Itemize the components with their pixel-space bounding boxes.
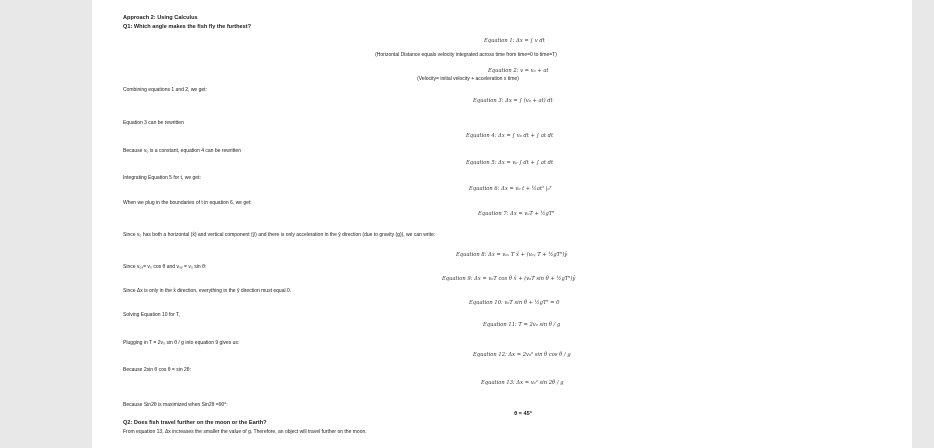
equation-12: Equation 12: Δx = 2v₀² sin θ cos θ / g — [473, 352, 571, 358]
note-horizontal-distance: (Horizontal Distance equals velocity integrated across time from time=0 to time=T) — [375, 52, 557, 58]
equation-11: Equation 11: T = 2v₀ sin θ / g — [483, 322, 561, 328]
equation-7: Equation 7: Δx = v₀T + ½gT² — [478, 211, 555, 217]
equation-5: Equation 5: Δx = v₀ ∫ dt + ∫ at dt — [466, 160, 554, 166]
boundaries-text: When we plug in the boundaries of t in equation 6, we get: — [123, 200, 252, 206]
solving-text: Solving Equation 10 for T, — [123, 312, 180, 318]
only-x-text: Since Δx is only in the x̂ direction, everything in the ŷ direction must equal 0. — [123, 288, 292, 294]
rewrite-text: Equation 3 can be rewritten — [123, 120, 184, 126]
note-velocity: (Velocity= initial velocity + acceleration x time) — [417, 76, 519, 82]
equation-13: Equation 13: Δx = v₀² sin 2θ / g — [481, 380, 564, 386]
document-page — [92, 0, 912, 448]
equation-6: Equation 6: Δx = v₀ t + ½at² |₀ᵀ — [469, 186, 552, 192]
equation-10: Equation 10: v₀T sin θ + ½gT² = 0 — [469, 300, 560, 306]
equation-2: Equation 2: v = v₀ + at — [488, 68, 549, 74]
equation-9: Equation 9: Δx = v₀T cos θ x̂ + (v₀T sin θ + ½gT²)ŷ — [442, 276, 576, 282]
answer-angle: θ = 45° — [514, 411, 532, 417]
question-2: Q2: Does fish travel further on the moon or the Earth? — [123, 420, 267, 426]
equation-4: Equation 4: Δx = ∫ v₀ dt + ∫ at dt — [466, 133, 554, 139]
since-v-text: Since v₀ₓ= v₀ cos θ and v₀ᵧ = v₀ sin θ: — [123, 264, 207, 270]
maximized-text: Because Sin2θ is maximized when Sin2θ =90°: — [123, 402, 228, 408]
equation-1: Equation 1: Δx = ∫ v dt — [484, 38, 545, 44]
equation-8: Equation 8: Δx = v₀ₓ T x̂ + (v₀ᵧ T + ½gT²)ŷ — [456, 252, 568, 258]
conclusion-text: From equation 13, Δx increases the smaller the value of g. Therefore, an object will travel further on the moon. — [123, 429, 367, 435]
equation-3: Equation 3: Δx = ∫ (v₀ + at) dt — [473, 98, 553, 104]
plugging-text: Plugging in T = 2v₀ sin θ / g into equation 9 gives us: — [123, 340, 240, 346]
section-heading: Approach 2: Using Calculus — [123, 15, 198, 21]
components-text: Since v₀ has both a horizontal (x̂) and vertical component (ŷ) and there is only acceleration in the ŷ direction (due to gravity (g)), we can write: — [123, 232, 436, 238]
integrating-text: Integrating Equation 5 for t, we get: — [123, 175, 201, 181]
combine-text: Combining equations 1 and 2, we get: — [123, 87, 207, 93]
constant-text: Because v₀ is a constant, equation 4 can be rewritten — [123, 148, 241, 154]
double-angle-text: Because 2sin θ cos θ = sin 2θ: — [123, 367, 191, 373]
question-1: Q1: Which angle makes the fish fly the furthest? — [123, 24, 252, 30]
